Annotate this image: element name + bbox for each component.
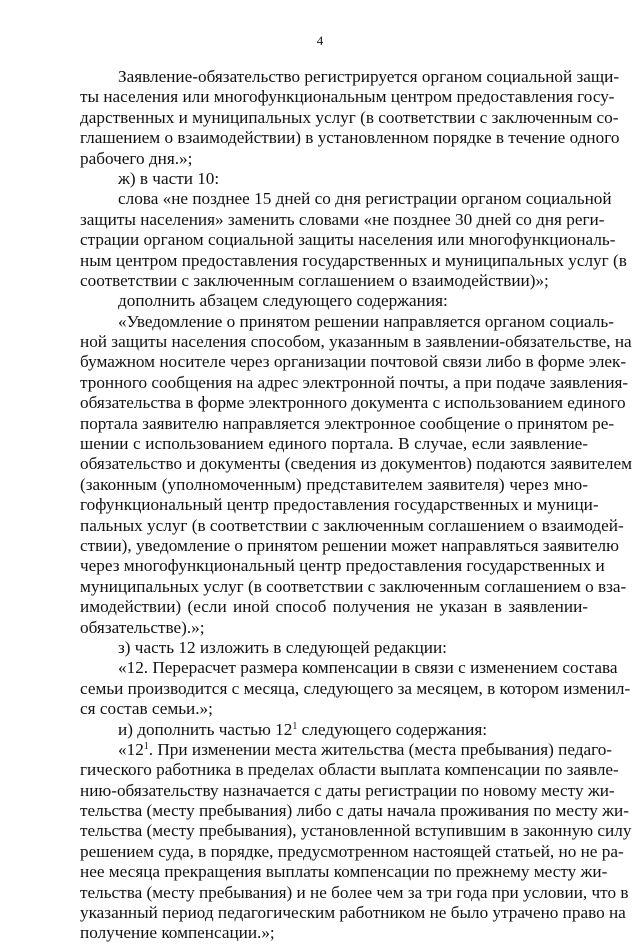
- text-line: [80, 535, 619, 556]
- text-line: [80, 67, 620, 87]
- text-line-content: гофункциональный центр предоставления государственных и муници-: [80, 495, 599, 515]
- text-line-content: нию-обязательству назначается с даты регистрации по новому месту жи-: [80, 780, 615, 800]
- text-line-content: глашением о взаимодействии) в установленном порядке в течение одного: [80, 128, 620, 148]
- text-line-content: тельства (месту пребывания) либо с даты начала проживания по месту жи-: [80, 801, 629, 821]
- text-line: [80, 332, 632, 352]
- text-line: [80, 576, 627, 597]
- text-line-content: нее месяца прекращения выплаты компенсации по прежнему месту жи-: [80, 862, 608, 882]
- text-line-content: гического работника в пределах области выплата компенсации по заявле-: [80, 760, 619, 780]
- text-line-content: . При изменении места жительства (места пребывания) педаго-: [148, 739, 613, 759]
- text-line: [80, 128, 620, 148]
- text-line-content: страции органом социальной защиты населения или многофункциональ-: [80, 230, 616, 250]
- text-line-content: ной защиты населения способом, указанным в заявлении-обязательстве, на: [80, 332, 632, 352]
- text-line-content: дарственных и муниципальных услуг (в соответствии с заключенным со-: [80, 107, 619, 127]
- text-line: [80, 149, 588, 169]
- text-line-content: обязательства в форме электронного документа с использованием единого: [80, 393, 626, 413]
- text-line: [80, 291, 588, 311]
- text-line: [80, 780, 615, 801]
- text-line: [80, 311, 614, 332]
- text-line-content: защиты населения» заменить словами «не позднее 30 дней со дня реги-: [80, 209, 605, 229]
- text-line-content: «Уведомление о принятом решении направляется органом социаль-: [118, 311, 614, 331]
- text-line: [80, 230, 616, 250]
- text-line: [80, 903, 626, 923]
- text-line-content: тельства (месту пребывания), установленной вступившим в законную силу: [80, 821, 632, 841]
- text-line-content: следующего содержания:: [297, 719, 488, 739]
- text-line: [80, 475, 588, 495]
- text-line-content: решением суда, в порядке, предусмотренном настоящей статьей, но не ра-: [80, 841, 624, 861]
- text-line: [80, 515, 624, 536]
- text-line: [80, 618, 588, 638]
- text-line: [80, 393, 626, 413]
- text-line: [80, 209, 605, 230]
- text-line: [80, 638, 588, 658]
- text-line: [80, 739, 613, 760]
- text-line-content: обязательство и документы (сведения из документов) подаются заявителем: [80, 454, 632, 474]
- text-line: [80, 87, 615, 107]
- text-line-content: бумажном носителе через организации почтовой связи либо в форме элек-: [80, 352, 627, 372]
- text-line: [80, 801, 629, 821]
- text-line: [80, 923, 588, 943]
- text-line: [80, 821, 632, 841]
- text-line: [80, 169, 588, 189]
- text-line-content: через многофункциональный центр предоставления государственных и: [80, 556, 605, 576]
- text-line: [80, 454, 632, 474]
- text-line: [80, 352, 627, 372]
- text-line-content: з) часть 12 изложить в следующей редакции:: [118, 637, 447, 657]
- page-number: 4: [316, 33, 324, 48]
- text-line: [80, 882, 629, 903]
- text-line-content: тельства (месту пребывания) и не более чем за три года при условии, что в: [80, 882, 629, 902]
- text-line-content: «12: [118, 739, 144, 759]
- text-line: [80, 271, 588, 291]
- document-body: [80, 67, 632, 944]
- text-line-content: ным центром предоставления государственных и муниципальных услуг (в: [80, 250, 627, 270]
- text-line-content: имодействии) (если иной способ получения не указан в заявлении-: [80, 597, 588, 617]
- text-line-content: слова «не позднее 15 дней со дня регистрации органом социальной: [118, 189, 612, 209]
- text-line-content: «12. Перерасчет размера компенсации в связи с изменением состава: [118, 658, 618, 678]
- text-line-content: соответствии с заключенным соглашением о взаимодействии)»;: [80, 270, 549, 290]
- text-line-content: ж) в части 10:: [118, 168, 220, 188]
- superscript: 1: [292, 720, 298, 732]
- text-line-content: получение компенсации.»;: [80, 923, 275, 943]
- text-line-content: Заявление-обязательство регистрируется органом социальной защи-: [118, 67, 620, 86]
- text-line: [80, 841, 624, 862]
- text-line-content: дополнить абзацем следующего содержания:: [118, 291, 448, 311]
- text-line: [80, 760, 619, 780]
- text-line: [80, 597, 588, 617]
- text-line: [80, 699, 588, 719]
- text-line-content: ствии), уведомление о принятом решении может направляться заявителю: [80, 535, 619, 555]
- text-line-content: и) дополнить частью 12: [118, 719, 293, 739]
- text-line: [80, 413, 615, 434]
- text-line: [80, 678, 631, 699]
- text-line-content: шении с использованием единого портала. В случае, если заявление-: [80, 434, 588, 454]
- text-line: [80, 862, 608, 882]
- text-line-content: ты населения или многофункциональным центром предоставления госу-: [80, 87, 615, 107]
- text-line-content: рабочего дня.»;: [80, 148, 193, 168]
- text-line-content: семьи производится с месяца, следующего за месяцем, в котором изменил-: [80, 678, 631, 698]
- text-line: [80, 434, 588, 454]
- text-line: [80, 720, 588, 740]
- text-line: [80, 372, 629, 393]
- text-line: [80, 658, 618, 678]
- text-line: [80, 250, 627, 271]
- superscript: 1: [143, 740, 149, 752]
- text-line: [80, 189, 612, 209]
- text-line-content: (законным (уполномоченным) представителем заявителя) через мно-: [80, 474, 588, 494]
- text-line: [80, 107, 619, 128]
- text-line-content: указанный период педагогическим работником не было утрачено право на: [80, 903, 626, 923]
- text-line-content: обязательстве).»;: [80, 617, 205, 637]
- text-line-content: портала заявителю направляется электронное сообщение о принятом ре-: [80, 413, 615, 433]
- text-line-content: пальных услуг (в соответствии с заключенным соглашением о взаимодей-: [80, 515, 624, 535]
- text-line: [80, 556, 605, 576]
- text-line-content: тронного сообщения на адрес электронной почты, а при подаче заявления-: [80, 372, 629, 392]
- text-line: [80, 495, 599, 515]
- text-line-content: муниципальных услуг (в соответствии с заключенным соглашением о вза-: [80, 576, 627, 596]
- text-line-content: ся состав семьи.»;: [80, 699, 213, 719]
